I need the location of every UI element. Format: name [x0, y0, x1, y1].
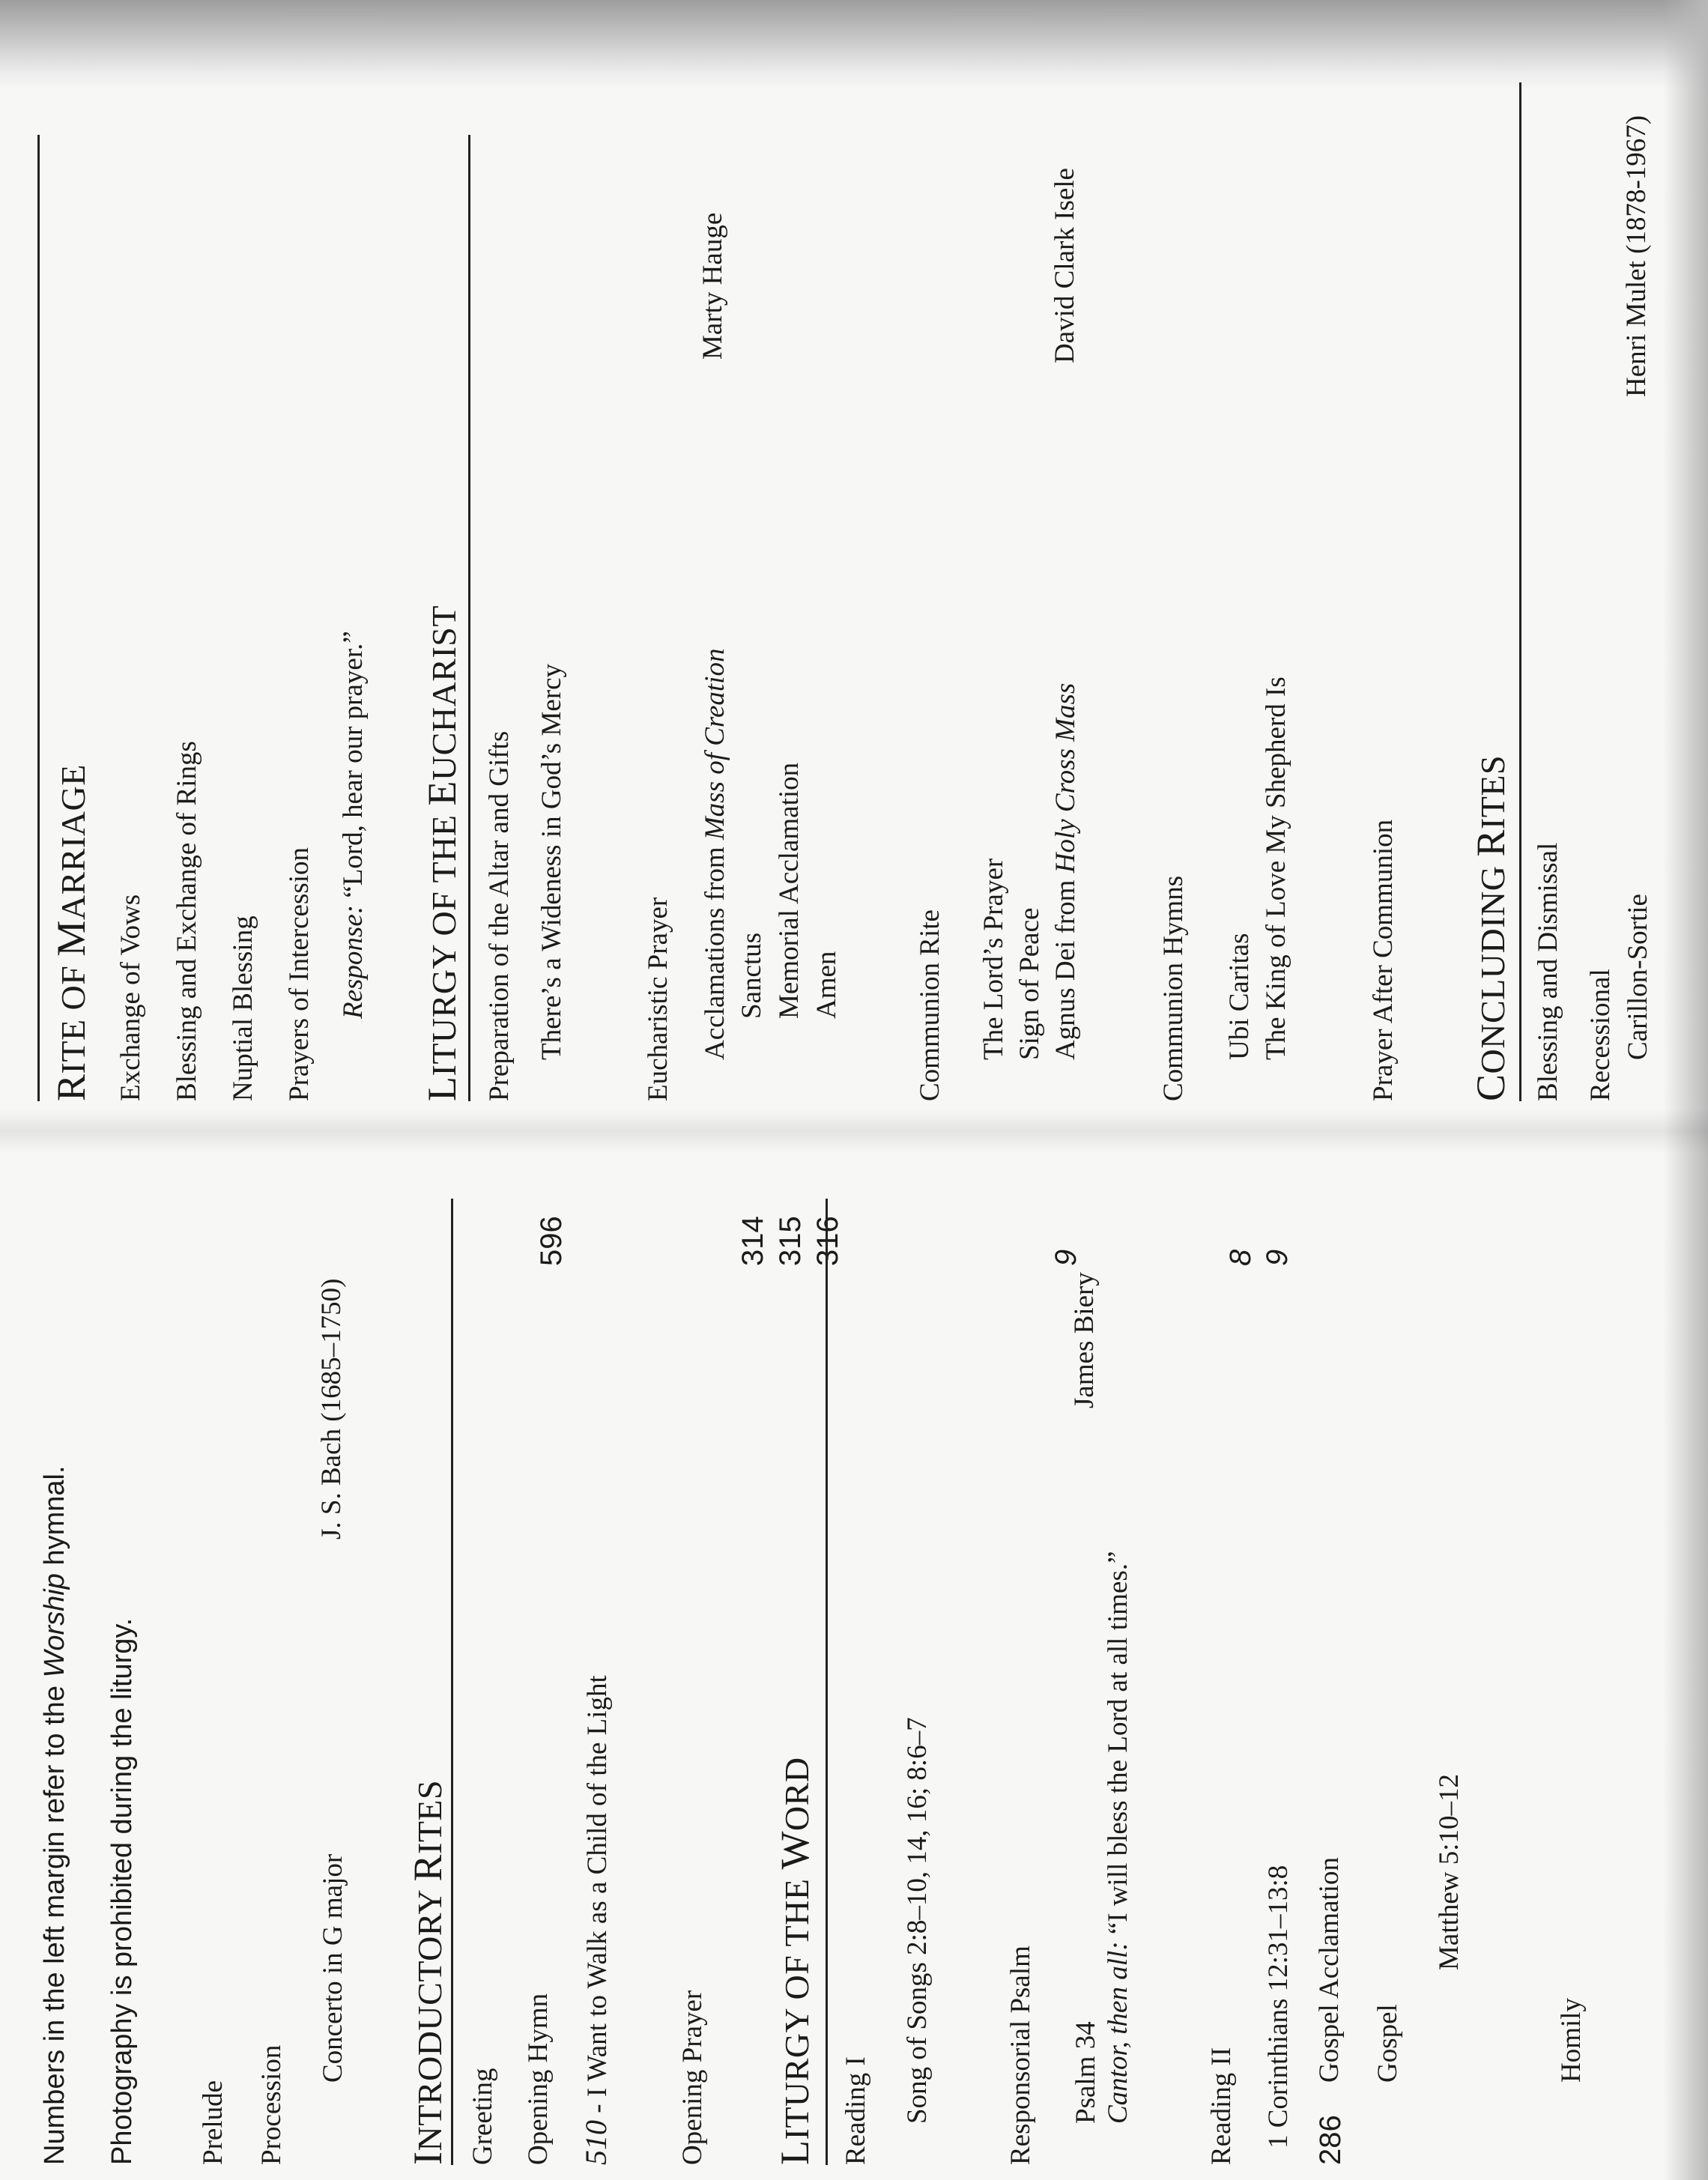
- blessing-of-rings: Blessing and Exchange of Rings: [172, 741, 202, 1101]
- sign-of-peace: Sign of Peace: [1014, 907, 1045, 1060]
- heading-introductory-rites: INTRODUCTORY RITES: [405, 1779, 450, 2165]
- word-rule: [826, 1199, 828, 2165]
- memorial-acclamation: Memorial Acclamation: [774, 762, 805, 1019]
- program-page-introductory-word: [25, 1199, 1644, 2165]
- homily: Homily: [1556, 1997, 1587, 2083]
- heading-liturgy-eucharist: LITURGY OF THE EUCHARIST: [420, 605, 464, 1101]
- acclamations: Acclamations from Mass of Creation: [700, 648, 730, 1060]
- prelude: Prelude: [198, 2080, 228, 2165]
- amen: Amen: [811, 951, 842, 1019]
- carillon-sortie: Carillon-Sortie: [1623, 894, 1653, 1060]
- sanctus-number: 314: [736, 1216, 769, 1266]
- reading-two: Reading II: [1206, 2047, 1237, 2165]
- hymn-wideness: There’s a Wideness in God’s Mercy: [536, 663, 567, 1060]
- lords-prayer: The Lord’s Prayer: [978, 858, 1009, 1060]
- program-page-marriage-eucharist: [36, 82, 1654, 1266]
- heading-concluding-rites: CONCLUDING RITES: [1468, 754, 1513, 1101]
- cantor-response: Cantor, then all: “I will bless the Lord at all times.”: [1103, 1551, 1133, 2124]
- amen-number: 316: [811, 1216, 844, 1266]
- hymn-number: 596: [535, 1216, 568, 1266]
- reading-one: Reading I: [841, 2056, 871, 2165]
- procession: Procession: [256, 2044, 287, 2165]
- agnus-dei: Agnus Dei from Holy Cross Mass: [1050, 682, 1081, 1060]
- eucharist-rule: [468, 135, 470, 1101]
- concerto: Concerto in G major: [318, 1853, 348, 2083]
- psalm-composer: James Biery: [1069, 1272, 1100, 1408]
- prayers-of-intercession: Prayers of Intercession: [284, 847, 315, 1101]
- hymn-child-of-light: 510 - I Want to Walk as a Child of the Light: [579, 1675, 613, 2165]
- hymn-child-number: 510: [579, 2120, 613, 2165]
- heading-rite-of-marriage: RITE OF MARRIAGE: [49, 764, 94, 1101]
- exchange-of-vows: Exchange of Vows: [115, 894, 146, 1101]
- concluding-rule: [1519, 82, 1521, 1101]
- gospel-ref: Matthew 5:10–12: [1434, 1773, 1465, 1970]
- carillon-composer: Henri Mulet (1878-1967): [1621, 115, 1652, 397]
- scan-edge: [1663, 0, 1708, 2180]
- page-fold: [0, 1109, 1708, 1154]
- acclamations-composer: Marty Hauge: [697, 212, 728, 360]
- agnus-number: 9: [1050, 1249, 1082, 1266]
- gospel: Gospel: [1372, 2004, 1403, 2083]
- psalm: Psalm 34: [1070, 2021, 1101, 2124]
- reading-two-ref: 1 Corinthians 12:31–13:8: [1263, 1865, 1294, 2149]
- hymnal-note: Numbers in the left margin refer to the Worship hymnal.: [39, 1465, 70, 2165]
- intercession-response: Response: “Lord, hear our prayer.”: [338, 631, 369, 1019]
- communion-rite: Communion Rite: [915, 909, 945, 1101]
- intro-rule: [451, 1199, 453, 2165]
- concerto-composer: J. S. Bach (1685–1750): [316, 1278, 347, 1539]
- gospel-acclamation-number: 286: [1314, 2115, 1347, 2165]
- opening-prayer: Opening Prayer: [677, 1990, 708, 2165]
- top-rule: [37, 135, 40, 1101]
- scan-shadow: [0, 0, 1708, 90]
- preparation-of-altar: Preparation of the Altar and Gifts: [484, 730, 515, 1101]
- blessing-dismissal: Blessing and Dismissal: [1533, 842, 1563, 1101]
- ubi-caritas: Ubi Caritas: [1224, 933, 1255, 1060]
- greeting: Greeting: [467, 2068, 498, 2165]
- reading-one-ref: Song of Songs 2:8–10, 14, 16; 8:6–7: [902, 1717, 933, 2124]
- recessional: Recessional: [1585, 969, 1616, 1101]
- agnus-composer: David Clark Isele: [1050, 168, 1080, 363]
- prayer-after-communion: Prayer After Communion: [1368, 819, 1399, 1101]
- responsorial-psalm: Responsorial Psalm: [1005, 1946, 1036, 2165]
- sanctus: Sanctus: [736, 932, 767, 1019]
- opening-hymn: Opening Hymn: [523, 1993, 554, 2165]
- memorial-number: 315: [774, 1216, 807, 1266]
- eucharistic-prayer: Eucharistic Prayer: [643, 897, 673, 1101]
- communion-hymns: Communion Hymns: [1158, 875, 1189, 1101]
- ubi-caritas-number: 8: [1224, 1249, 1257, 1266]
- nuptial-blessing: Nuptial Blessing: [228, 915, 258, 1101]
- photography-note: Photography is prohibited during the liturgy.: [106, 1617, 138, 2165]
- king-of-love: The King of Love My Shepherd Is: [1261, 676, 1291, 1060]
- gospel-acclamation: Gospel Acclamation: [1314, 1856, 1345, 2083]
- king-of-love-number: 9: [1261, 1249, 1294, 1266]
- heading-liturgy-word: LITURGY OF THE WORD: [772, 1757, 817, 2165]
